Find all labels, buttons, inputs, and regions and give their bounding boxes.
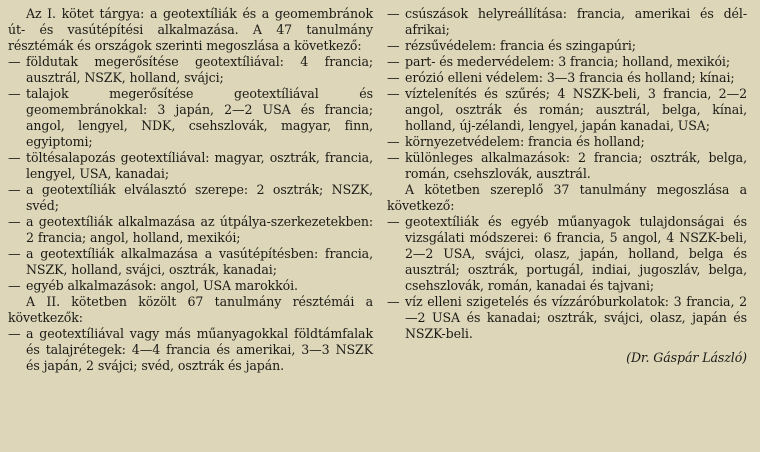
right-column <box>387 6 747 452</box>
bullet-dash: — <box>8 182 21 197</box>
bullet-dash: — <box>8 326 21 341</box>
list-item: — talajok megerősítése geotextíliával és geomembránokkal: 3 japán, 2—2 USA és francia; angol, lengyel, NDK, csehszlovák, magyar, finn, egyiptomi; <box>8 86 373 149</box>
intro-volume-1: Az I. kötet tárgya: a geotextíliák és a geomembránok út- és vasútépítési alkalmazása. A 47 tanulmány résztémák és országok szerinti megoszlása a következő: <box>8 6 373 53</box>
list-item: — víz elleni szigetelés és vízzáróburkolatok: 3 francia, 2—2 USA és kanadai; osztrák, svájci, olasz, japán és NSZK-beli. <box>387 294 747 341</box>
bullet-dash: — <box>387 86 400 101</box>
bullet-dash: — <box>8 246 21 261</box>
list-item: — geotextíliák és egyéb műanyagok tulajdonságai és vizsgálati módszerei: 6 francia, 5 angol, 4 NSZK-beli, 2—2 USA, svájci, olasz, japán, holland, belga és ausztrál; osztrák, portugál, indiai, jugoszláv, belga, csehszlovák, román, kanadai és tajvani; <box>387 214 747 293</box>
bullet-dash: — <box>8 150 21 165</box>
list-item: — a geotextíliák elválasztó szerepe: 2 osztrák; NSZK, svéd; <box>8 182 373 213</box>
list-item: — part- és medervédelem: 3 francia; holland, mexikói; <box>387 54 731 69</box>
list-item: — csúszások helyreállítása: francia, amerikai és dél-afrikai; <box>387 6 747 37</box>
intro-volume-2: A II. kötetben közölt 67 tanulmány résztémái a következők: <box>8 294 373 325</box>
list-item: — a geotextíliák alkalmazása az útpálya-szerkezetekben: 2 francia; angol, holland, mexikói; <box>8 214 373 245</box>
bullet-dash: — <box>8 278 21 293</box>
bullet-dash: — <box>8 86 21 101</box>
bullet-dash: — <box>387 214 400 229</box>
list-item: — egyéb alkalmazások: angol, USA marokkói. <box>8 278 298 293</box>
bullet-dash: — <box>387 150 400 165</box>
list-item: — környezetvédelem: francia és holland; <box>387 134 645 149</box>
list-item: — erózió elleni védelem: 3—3 francia és holland; kínai; <box>387 70 735 85</box>
bullet-dash: — <box>387 294 400 309</box>
list-item: — a geotextíliával vagy más műanyagokkal földtámfalak és talajrétegek: 4—4 francia és amerikai, 3—3 NSZK és japán, 2 svájci; svéd, osztrák és japán. <box>8 326 373 373</box>
bullet-dash: — <box>387 6 400 21</box>
list-item: — különleges alkalmazások: 2 francia; osztrák, belga, román, csehszlovák, ausztrál. <box>387 150 747 181</box>
bullet-dash: — <box>8 214 21 229</box>
list-item: — rézsűvédelem: francia és szingapúri; <box>387 38 636 53</box>
left-column <box>8 6 373 452</box>
intro-volume-3: A kötetben szereplő 37 tanulmány megoszlása a következő: <box>387 182 747 213</box>
list-item: — víztelenítés és szűrés; 4 NSZK-beli, 3 francia, 2—2 angol, osztrák és román; ausztrál, belga, kínai, holland, új-zélandi, lengyel, japán kanadai, USA; <box>387 86 747 133</box>
bullet-dash: — <box>387 70 400 85</box>
list-item: — a geotextíliák alkalmazása a vasútépítésben: francia, NSZK, holland, svájci, osztrák, kanadai; <box>8 246 373 277</box>
bullet-dash: — <box>8 54 21 69</box>
list-item: — töltésalapozás geotextíliával: magyar, osztrák, francia, lengyel, USA, kanadai; <box>8 150 373 181</box>
bullet-dash: — <box>387 54 400 69</box>
bullet-dash: — <box>387 38 400 53</box>
list-item: — földutak megerősítése geotextíliával: 4 francia; ausztrál, NSZK, holland, svájci; <box>8 54 373 85</box>
author-signature: (Dr. Gáspár László) <box>626 350 747 365</box>
bullet-dash: — <box>387 134 400 149</box>
